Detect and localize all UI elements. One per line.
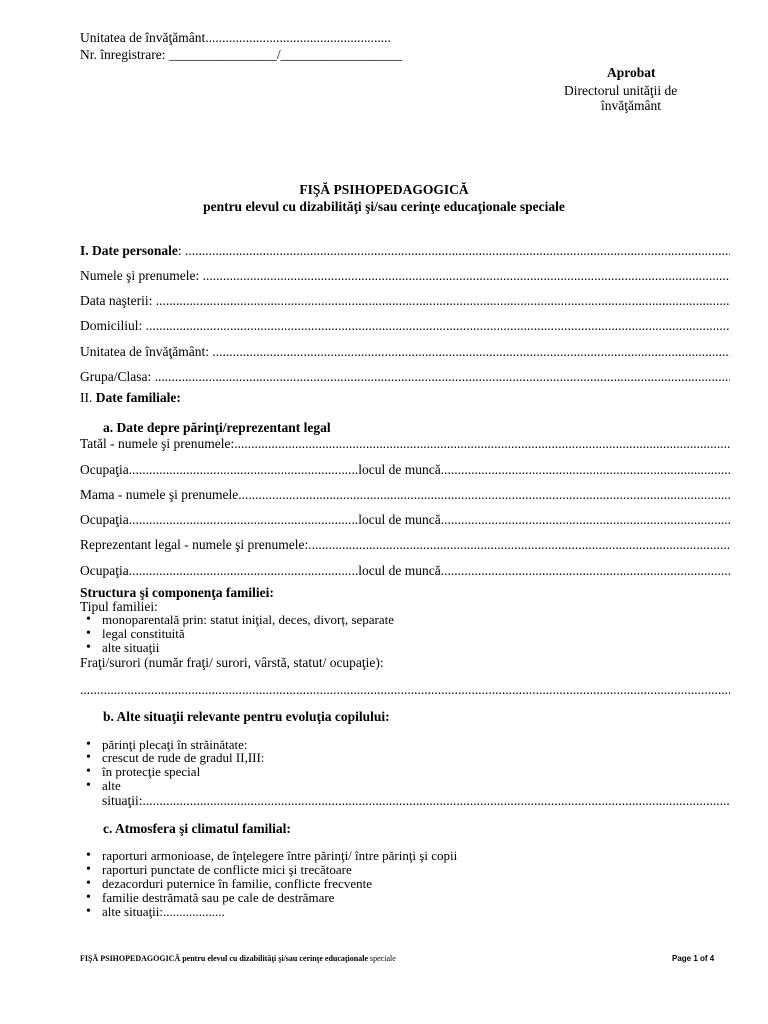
section-number: II. xyxy=(80,390,93,405)
approved-label: Aprobat xyxy=(607,65,656,80)
section-heading: Date personale xyxy=(92,243,178,258)
page-title: FIŞĂ PSIHOPEDAGOGICĂ xyxy=(299,182,469,197)
address-field[interactable] xyxy=(80,318,730,334)
guardian-name-field[interactable] xyxy=(80,537,730,553)
section-heading: Date familiale: xyxy=(95,390,181,405)
climate-option: • familie destrămată sau pe cale de destrămare xyxy=(102,891,334,905)
class-label: Grupa/Clasa: xyxy=(80,369,152,384)
dots: .................................................................... xyxy=(128,563,359,578)
subsection-c-heading: c. Atmosfera şi climatul familial: xyxy=(103,821,291,836)
siblings-label: Fraţi/surori (număr fraţi/ surori, vârstă, statut/ ocupaţie): xyxy=(80,655,384,670)
school-unit-field[interactable] xyxy=(80,344,730,360)
mother-occupation-field[interactable] xyxy=(80,512,730,528)
workplace-label: locul de muncă xyxy=(358,512,441,527)
father-name-field[interactable] xyxy=(80,436,730,452)
section-number: I. xyxy=(80,243,89,258)
director-line2: învăţământ xyxy=(601,98,661,113)
workplace-label: locul de muncă xyxy=(358,462,441,477)
name-field[interactable] xyxy=(80,268,730,284)
family-data-heading xyxy=(80,390,181,406)
situation-option: • părinţi plecaţi în străinătate: xyxy=(102,738,247,752)
mother-label: Mama - numele şi prenumele xyxy=(80,487,239,502)
family-type-option: • legal constituită xyxy=(102,627,185,641)
subsection-a-heading: a. Date depre părinţi/reprezentant legal xyxy=(103,420,331,435)
footer-title-end: speciale xyxy=(368,954,396,963)
siblings-field[interactable] xyxy=(80,682,730,698)
name-label: Numele şi prenumele: xyxy=(80,268,200,283)
director-line1: Directorul unităţii de xyxy=(564,83,678,98)
dots: .................................................................... xyxy=(128,512,359,527)
father-label: Tatăl - numele şi prenumele: xyxy=(80,436,235,451)
birthdate-field[interactable] xyxy=(80,293,730,309)
subsection-b-heading: b. Alte situaţii relevante pentru evoluţia copilului: xyxy=(103,709,390,724)
mother-name-field[interactable] xyxy=(80,487,730,503)
guardian-occupation-field[interactable] xyxy=(80,563,730,579)
situation-option: • crescut de rude de gradul II,III: xyxy=(102,751,264,765)
father-occupation-field[interactable] xyxy=(80,462,730,478)
climate-option: • raporturi armonioase, de înţelegere între părinţi/ între părinţi şi copii xyxy=(102,849,457,863)
guardian-label: Reprezentant legal - numele şi prenumele: xyxy=(80,537,309,552)
climate-option: • alte situaţii:................... xyxy=(102,905,225,919)
workplace-label: locul de muncă xyxy=(358,563,441,578)
situation-option: • alte xyxy=(102,779,121,793)
structure-heading: Structura şi componenţa familiei: xyxy=(80,585,274,600)
page-number: Page 1 of 4 xyxy=(672,954,715,963)
birthdate-label: Data naşterii: xyxy=(80,293,153,308)
other-situations-label: situaţii: xyxy=(102,793,143,808)
climate-option: • raporturi punctate de conflicte mici şi trecătoare xyxy=(102,863,352,877)
address-label: Domiciliul: xyxy=(80,318,143,333)
occupation-label: Ocupaţia xyxy=(80,462,129,477)
personal-data-heading: I. Date personale : ..... xyxy=(80,243,730,259)
school-field: Unitatea de învăţământ....................................................... xyxy=(80,30,391,45)
situation-option: • în protecţie special xyxy=(102,765,200,779)
dots: .................................................................... xyxy=(128,462,359,477)
climate-option: • dezacorduri puternice în familie, conflicte frecvente xyxy=(102,877,372,891)
other-situations-field[interactable] xyxy=(102,793,730,809)
class-field[interactable] xyxy=(80,369,730,385)
registration-field: Nr. înregistrare: ________________/__________________ xyxy=(80,47,403,62)
family-type-option: • alte situaţii xyxy=(102,641,159,655)
occupation-label: Ocupaţia xyxy=(80,563,129,578)
footer-title-bold: FIŞĂ PSIHOPEDAGOGICĂ pentru elevul cu dizabilităţi şi/sau cerinţe educaţionale xyxy=(80,954,369,963)
footer-title xyxy=(80,954,396,963)
school-unit-label: Unitatea de învăţământ: xyxy=(80,344,209,359)
family-type-option: • monoparentală prin: statut iniţial, deces, divorț, separate xyxy=(102,613,394,627)
page-subtitle: pentru elevul cu dizabilităţi şi/sau cerinţe educaţionale speciale xyxy=(203,199,565,214)
family-type-label: Tipul familiei: xyxy=(80,599,158,614)
occupation-label: Ocupaţia xyxy=(80,512,129,527)
